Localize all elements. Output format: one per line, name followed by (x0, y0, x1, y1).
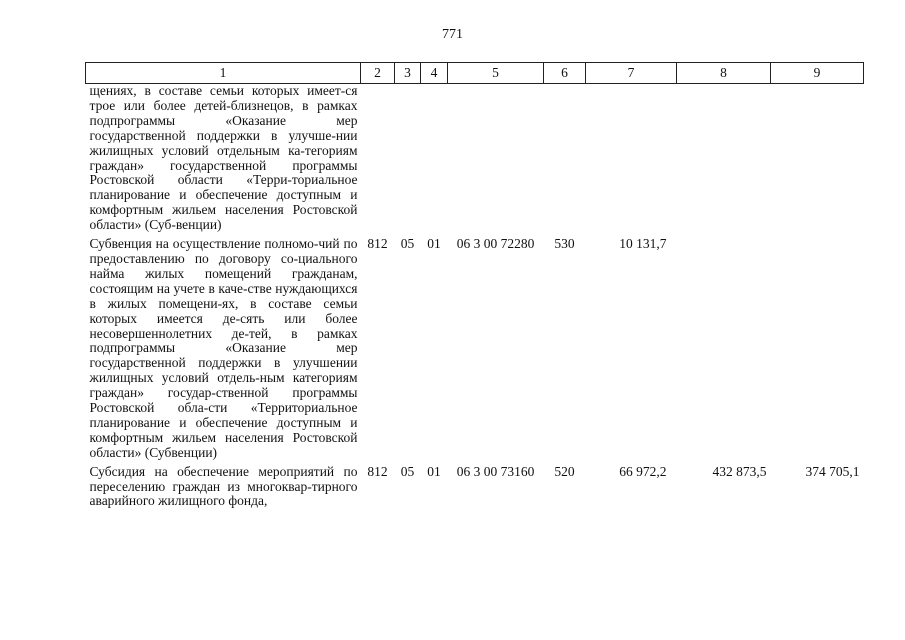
column-header-8: 8 (677, 63, 771, 84)
column-header-9: 9 (771, 63, 864, 84)
table-row (86, 461, 864, 510)
column-header-6: 6 (544, 63, 586, 84)
row-description: Субвенция на осуществление полномо-чий по предоставлению по договору со-циального найма жилых помещений гражданам, состоящим на учете в каче-стве нуждающихся в жилых помещени-ях, в составе семьи которых имеется де-сять или более несовершеннолетних де-тей, в рамках подпрограммы «Оказание мер государственной поддержки в улучшении жилищных условий отдель-ным категориям граждан» государ-ственной программы Ростовской обла-сти «Территориальное планирование и обеспечение доступным и комфортным жильем населения Ростовской области» (Субвенции) (89, 236, 358, 460)
row-amount-9 (771, 84, 864, 234)
row-description: щениях, в составе семьи которых имеет-ся трое или более детей-близнецов, в рамках подпрограммы «Оказание мер государственной поддержки в улучше-нии жилищных условий отдельным ка-тегориям граждан» государственной программы Ростовской области «Терри-ториальное планирование и обеспечение доступным и комфортным жильем населения Ростовской области» (Суб-венции) (89, 83, 358, 233)
row-code-5: 06 3 00 73160 (456, 463, 535, 479)
row-code-2 (361, 84, 395, 234)
column-header-3: 3 (395, 63, 421, 84)
row-amount-7: 66 972,2 (619, 463, 667, 479)
row-amount-8: 432 873,5 (712, 463, 767, 479)
column-header-1: 1 (86, 63, 361, 84)
row-amount-8 (677, 233, 771, 461)
row-code-3: 05 (400, 236, 415, 252)
table-row (86, 84, 864, 234)
row-code-4: 01 (427, 463, 441, 479)
row-amount-7: 10 131,7 (619, 236, 667, 252)
row-code-5: 06 3 00 72280 (456, 236, 535, 252)
row-code-4 (421, 84, 448, 234)
row-code-2: 812 (367, 463, 388, 479)
row-code-4: 01 (427, 236, 441, 252)
column-header-2: 2 (361, 63, 395, 84)
table-row (86, 233, 864, 461)
budget-table (85, 62, 864, 509)
row-code-6: 520 (554, 463, 575, 479)
row-code-5 (448, 84, 544, 234)
page-number: 771 (442, 27, 463, 42)
row-amount-7 (586, 84, 677, 234)
row-amount-9 (771, 233, 864, 461)
column-header-7: 7 (586, 63, 677, 84)
row-code-6 (544, 84, 586, 234)
row-code-2: 812 (367, 236, 388, 252)
row-amount-8 (677, 84, 771, 234)
row-description: Субсидия на обеспечение мероприятий по переселению граждан из многоквар-тирного аварийного жилищного фонда, (89, 463, 358, 509)
column-header-4: 4 (421, 63, 448, 84)
column-number-header-row (86, 63, 864, 84)
column-header-5: 5 (448, 63, 544, 84)
row-amount-9: 374 705,1 (805, 463, 860, 479)
row-code-6: 530 (554, 236, 575, 252)
row-code-3 (395, 84, 421, 234)
row-code-3: 05 (400, 463, 415, 479)
